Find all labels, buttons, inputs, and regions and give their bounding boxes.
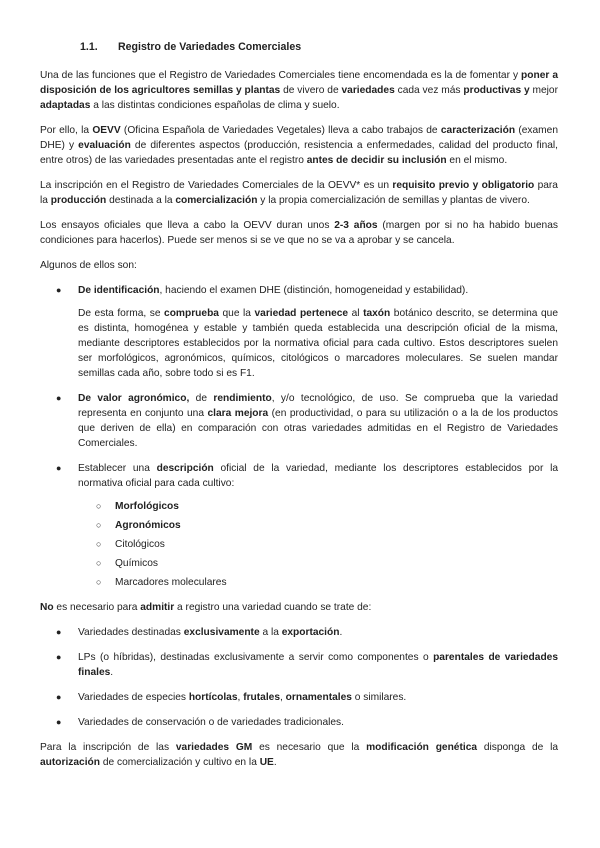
sub-list-item: ○ Marcadores moleculares	[96, 577, 227, 588]
list-item: ● Variedades de especies hortícolas, frutales, ornamentales o similares.	[56, 692, 407, 703]
circle-bullet-icon: ○	[96, 501, 102, 511]
circle-bullet-icon: ○	[96, 577, 102, 587]
section-heading	[80, 40, 558, 55]
sub-list-item: ○ Morfológicos	[96, 501, 179, 512]
circle-bullet-icon: ○	[96, 539, 102, 549]
bullet-icon: ●	[56, 463, 62, 473]
sub-list-item: ○ Citológicos	[96, 539, 165, 550]
bullet-icon: ●	[56, 285, 62, 295]
section-title: Registro de Variedades Comerciales	[118, 41, 302, 53]
paragraph-inscription: La inscripción en el Registro de Variedades Comerciales de la OEVV* es un requisito previo y obligatorio para la producción destinada a la comercialización y la propia comercialización de semillas y plantas de vivero.	[40, 180, 558, 206]
paragraph-intro: Una de las funciones que el Registro de Variedades Comerciales tiene encomendada es la de fomentar y poner a disposición de los agricultores semillas y plantas de vivero de variedades cada vez más productivas y mejor adaptadas a las distintas condiciones españolas de clima y suelo.	[40, 70, 559, 111]
paragraph-oevv: Por ello, la OEVV (Oficina Española de Variedades Vegetales) lleva a cabo trabajos de caracterización (examen DHE) y evaluación de diferentes aspectos (producción, resistencia a enfermedades, calidad del producto final, entre otros) de las variedades presentadas ante el registro antes de decidir su inclusión en el mismo.	[40, 125, 559, 166]
trial-types-list	[40, 283, 558, 590]
circle-bullet-icon: ○	[96, 558, 102, 568]
document-page	[40, 36, 558, 780]
sub-list-item: ○ Químicos	[96, 558, 159, 569]
bullet-icon: ●	[56, 717, 62, 727]
list-item: ● De identificación, haciendo el examen DHE (distinción, homogeneidad y estabilidad). De esta forma, se comprueba que la variedad pertenece al taxón botánico descrito, se determina que es distinta, homogénea y estable y también queda establecida una descripción oficial de la misma, mediante descriptores establecidos por la normativa oficial para cada cultivo. Estos descriptores suelen ser morfológicos, agronómicos, químicos, citológicos o marcadores moleculares. Se suelen mandar semillas cada año, sobre todo si es F1.	[56, 285, 558, 379]
section-number: 1.1.	[80, 41, 98, 53]
list-item: ● Establecer una descripción oficial de la variedad, mediante los descriptores establecidos por la normativa oficial para cada cultivo: ○ Morfológicos ○ Agronómicos ○ Citológicos ○ Químicos ○ Marcadores moleculares	[56, 463, 558, 588]
list-item: ● LPs (o híbridas), destinadas exclusivamente a servir como componentes o parentales de variedades finales.	[56, 652, 559, 678]
paragraph-some-of-them: Algunos de ellos son:	[40, 260, 137, 271]
bullet-icon: ●	[56, 393, 62, 403]
sub-list-item: ○ Agronómicos	[96, 520, 181, 531]
descriptor-list	[78, 499, 558, 590]
paragraph-not-necessary: No es necesario para admitir a registro una variedad cuando se trate de:	[40, 602, 372, 613]
list-item: ● Variedades destinadas exclusivamente a la exportación.	[56, 627, 343, 638]
paragraph-trials: Los ensayos oficiales que lleva a cabo la OEVV duran unos 2-3 años (margen por si no ha habido buenas condiciones para hacerlos). Puede ser menos si se ve que no se va a aprobar y se cancela.	[40, 220, 558, 246]
bullet-icon: ●	[56, 627, 62, 637]
bullet-icon: ●	[56, 652, 62, 662]
exemption-list	[40, 625, 558, 730]
identification-detail: De esta forma, se comprueba que la variedad pertenece al taxón botánico descrito, se determina que es distinta, homogénea y estable y también queda establecida una descripción oficial de la misma, mediante descriptores establecidos por la normativa oficial para cada cultivo. Estos descriptores suelen ser morfológicos, agronómicos, químicos, citológicos o marcadores moleculares. Se suelen mandar semillas cada año, sobre todo si es F1.	[78, 308, 558, 379]
list-item: ● Variedades de conservación o de variedades tradicionales.	[56, 717, 344, 728]
paragraph-gm: Para la inscripción de las variedades GM es necesario que la modificación genética disponga de la autorización de comercialización y cultivo en la UE.	[40, 742, 558, 768]
bullet-icon: ●	[56, 692, 62, 702]
list-item: ● De valor agronómico, de rendimiento, y/o tecnológico, de uso. Se comprueba que la variedad representa en conjunto una clara mejora (en productividad, o para su utilización o a la de los productos que deriven de ella) en comparación con otras variedades admitidas en el Registro de Variedades Comerciales.	[56, 393, 559, 449]
circle-bullet-icon: ○	[96, 520, 102, 530]
